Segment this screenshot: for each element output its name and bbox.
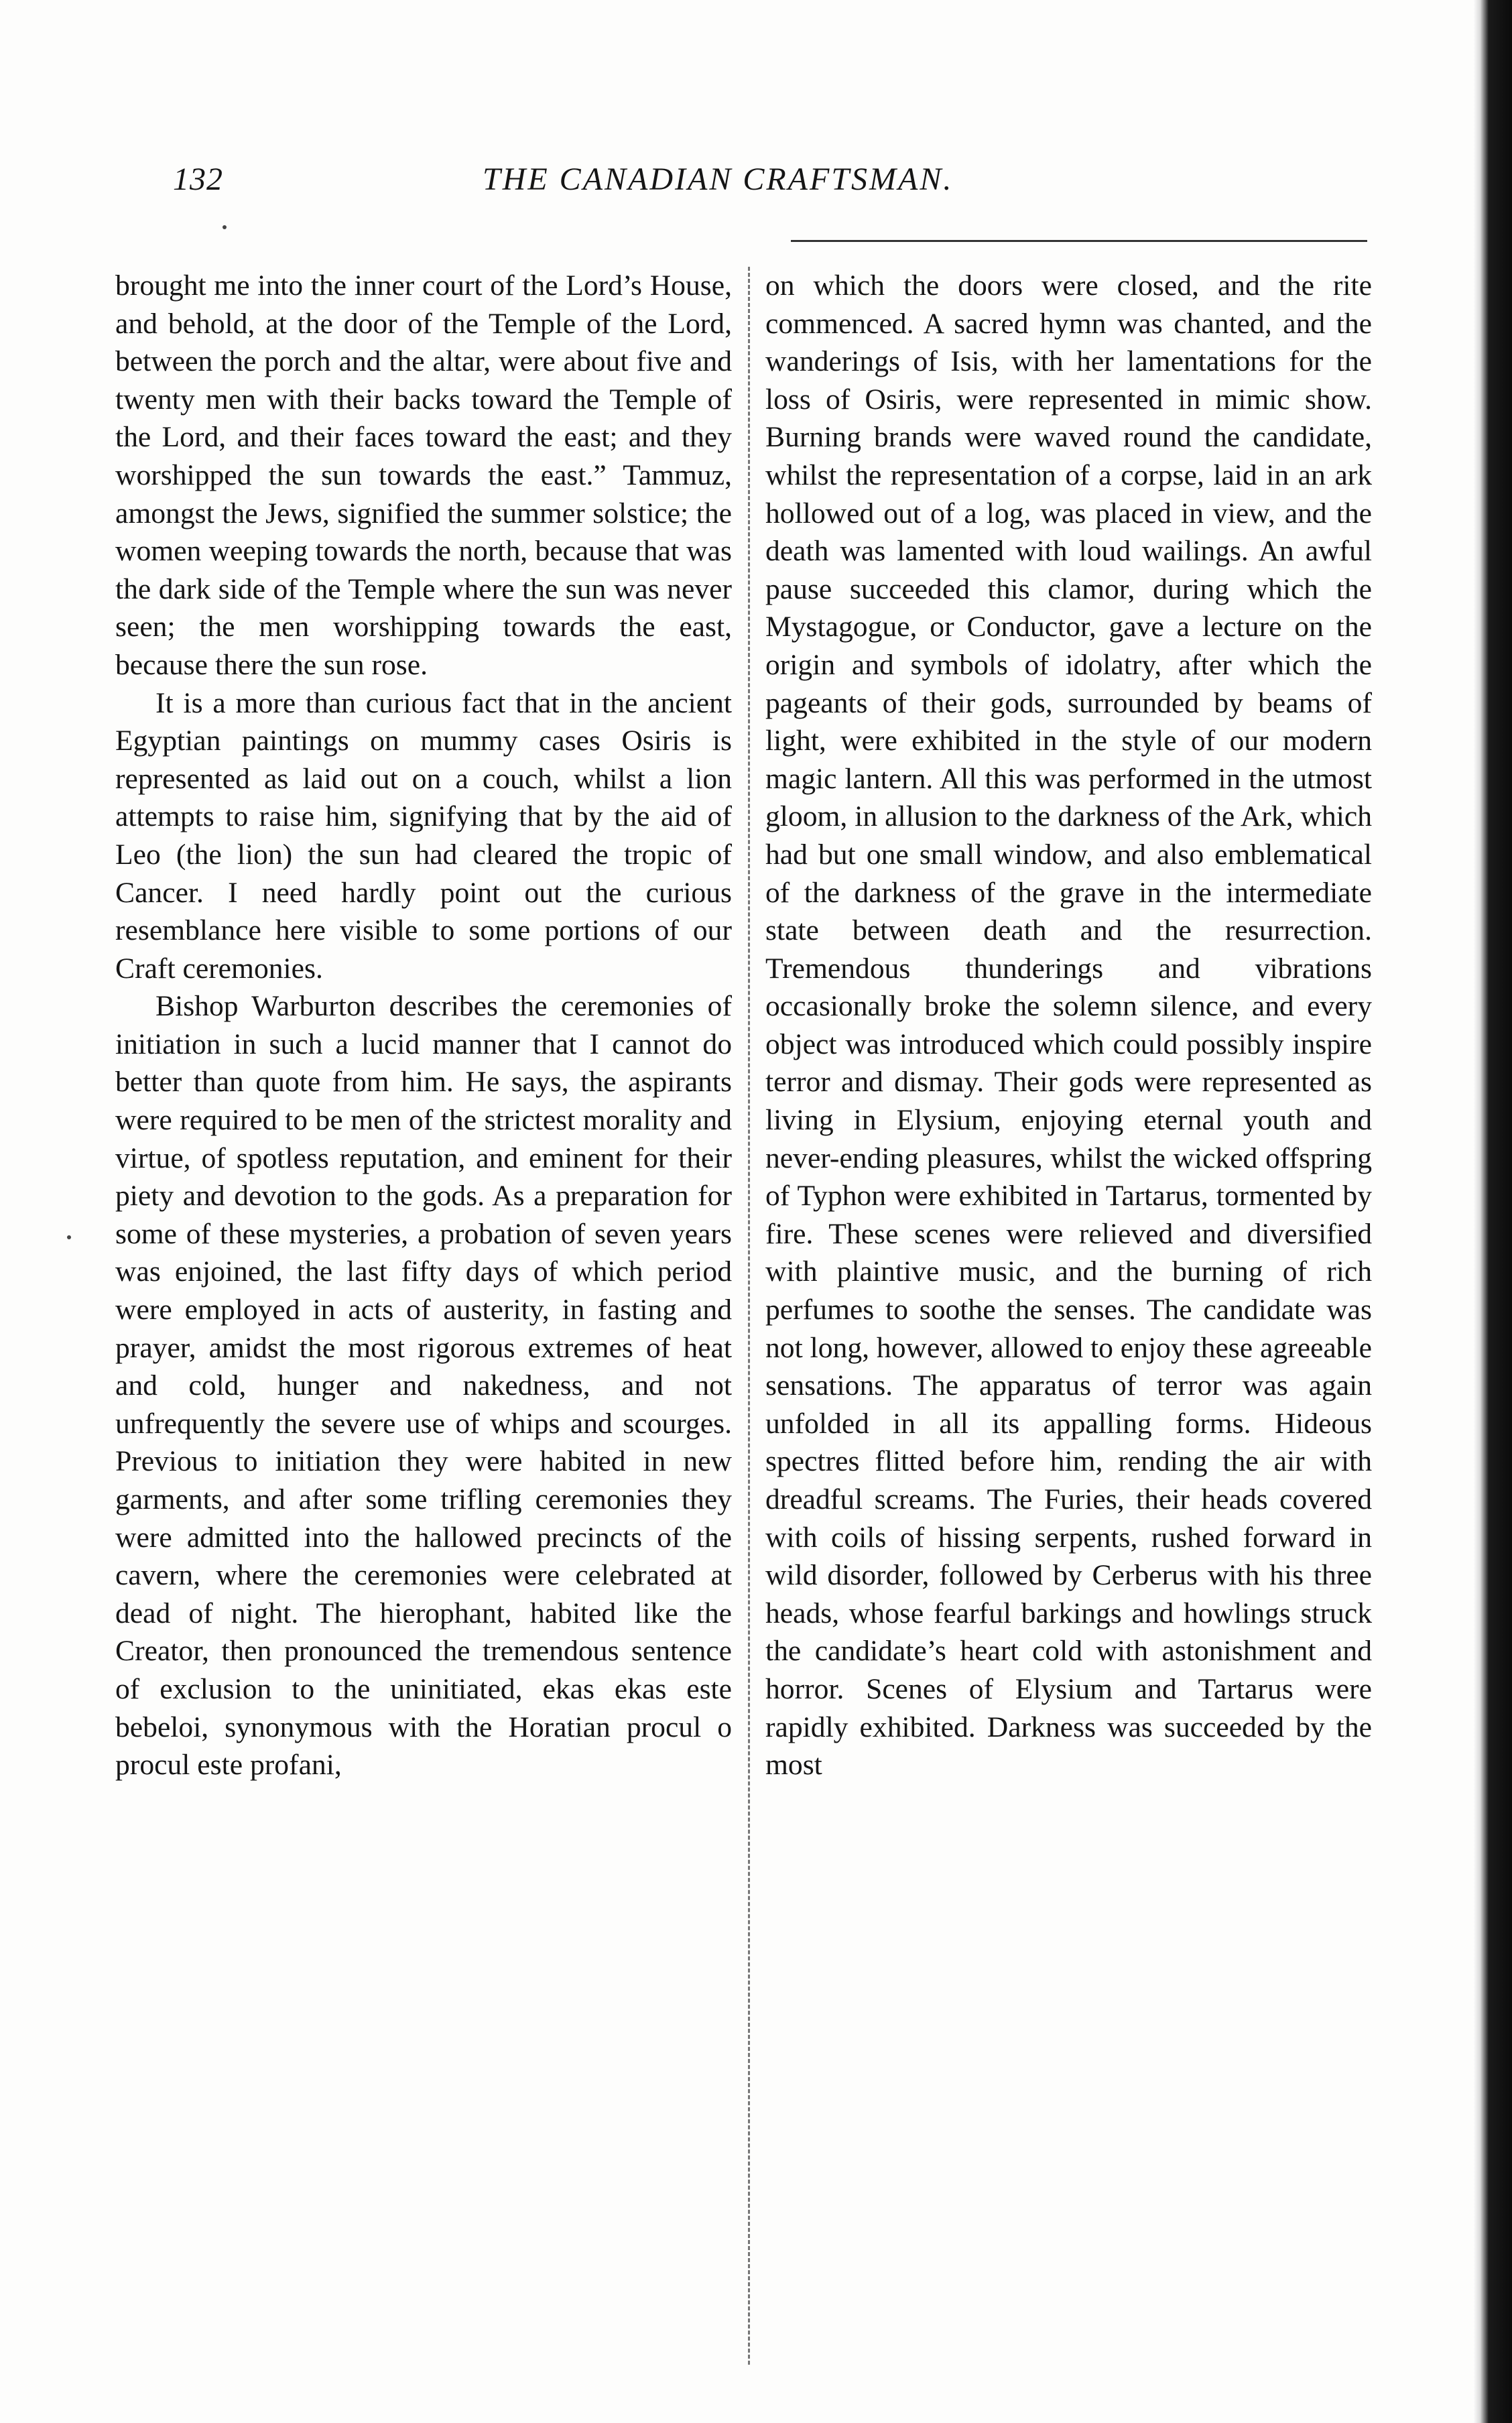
scan-edge-shadow <box>1473 0 1512 2423</box>
header-dot <box>223 225 227 229</box>
column-divider <box>748 267 750 2365</box>
left-paragraph-1: brought me into the inner court of the Lord’s House, and behold, at the door of the Temple of the Lord, between the porch and the altar, were about five and twenty men with their backs toward the Temple of the Lord, and their faces toward the east; and they worshipped the sun towards the east.” Tammuz, amongst the Jews, signified the summer solstice; the women weeping towards the north, because that was the dark side of the Temple where the sun was never seen; the men worshipping towards the east, because there the sun rose. <box>115 269 732 681</box>
left-paragraph-3: Bishop Warburton describes the ceremonies of initiation in such a lucid manner that I cannot do better than quote from him. He says, the aspirants were required to be men of the strictest morality and virtue, of spotless reputation, and eminent for their piety and devotion to the gods. As a preparation for some of these mysteries, a probation of seven years was enjoined, the last fifty days of which period were employed in acts of austerity, in fasting and prayer, amidst the most rigorous extremes of heat and cold, hunger and nakedness, and not unfrequently the severe use of whips and scourges. Previous to initiation they were habited in new garments, and after some trifling ceremonies they were admitted into the hallowed precincts of the cavern, where the ceremonies were celebrated at dead of night. The hierophant, habited like the Creator, then pronounced the tremendous sentence of exclusion to the uninitiated, ekas ekas este bebeloi, synonymous with the Horatian procul o procul este profani, <box>115 990 732 1782</box>
left-paragraph-2: It is a more than curious fact that in the ancient Egyptian paintings on mummy cases Osiris is represented as laid out on a couch, whilst a lion attempts to raise him, signifying that by the aid of Leo (the lion) the sun had cleared the tropic of Cancer. I need hardly point out the curious resemblance here visible to some portions of our Craft ceremonies. <box>115 686 732 985</box>
margin-mark <box>67 1235 71 1239</box>
running-title: THE CANADIAN CRAFTSMAN. <box>483 162 954 197</box>
right-paragraph-1: on which the doors were closed, and the rite commenced. A sacred hymn was chanted, and the wanderings of Isis, with her lamentations for the loss of Osiris, were represented in mimic show. Burning brands were waved round the candidate, whilst the representation of a corpse, laid in an ark hollowed out of a log, was placed in view, and the death was lamented with loud wailings. An awful pause succeeded this clamor, during which the Mystagogue, or Conductor, gave a lecture on the origin and symbols of idolatry, after which the pageants of their gods, surrounded by beams of light, were exhibited in the style of our modern magic lantern. All this was performed in the utmost gloom, in allusion to the darkness of the Ark, which had but one small window, and also emblematical of the darkness of the grave in the intermediate state between death and the resurrection. Tremendous thunderings and vibrations occasionally broke the solemn silence, and every object was introduced which could possibly inspire terror and dismay. Their gods were represented as living in Elysium, enjoying eternal youth and never-ending pleasures, whilst the wicked offspring of Typhon were exhibited in Tartarus, tormented by fire. These scenes were relieved and diversified with plaintive music, and the burning of rich perfumes to soothe the senses. The candidate was not long, however, allowed to enjoy these agreeable sensations. The apparatus of terror was again unfolded in all its appalling forms. Hideous spectres flitted before him, rending the air with dreadful screams. The Furies, their heads covered with coils of hissing serpents, rushed forward in wild disorder, followed by Cerberus with his three heads, whose fearful barkings and howlings struck the candidate’s heart cold with astonishment and horror. Scenes of Elysium and Tartarus were rapidly exhibited. Darkness was succeeded by the most <box>765 269 1372 1782</box>
right-column <box>765 267 1372 1784</box>
page-number: 132 <box>173 162 223 197</box>
header-rule <box>791 240 1367 242</box>
left-column <box>115 267 732 1784</box>
page-header <box>101 161 1374 208</box>
